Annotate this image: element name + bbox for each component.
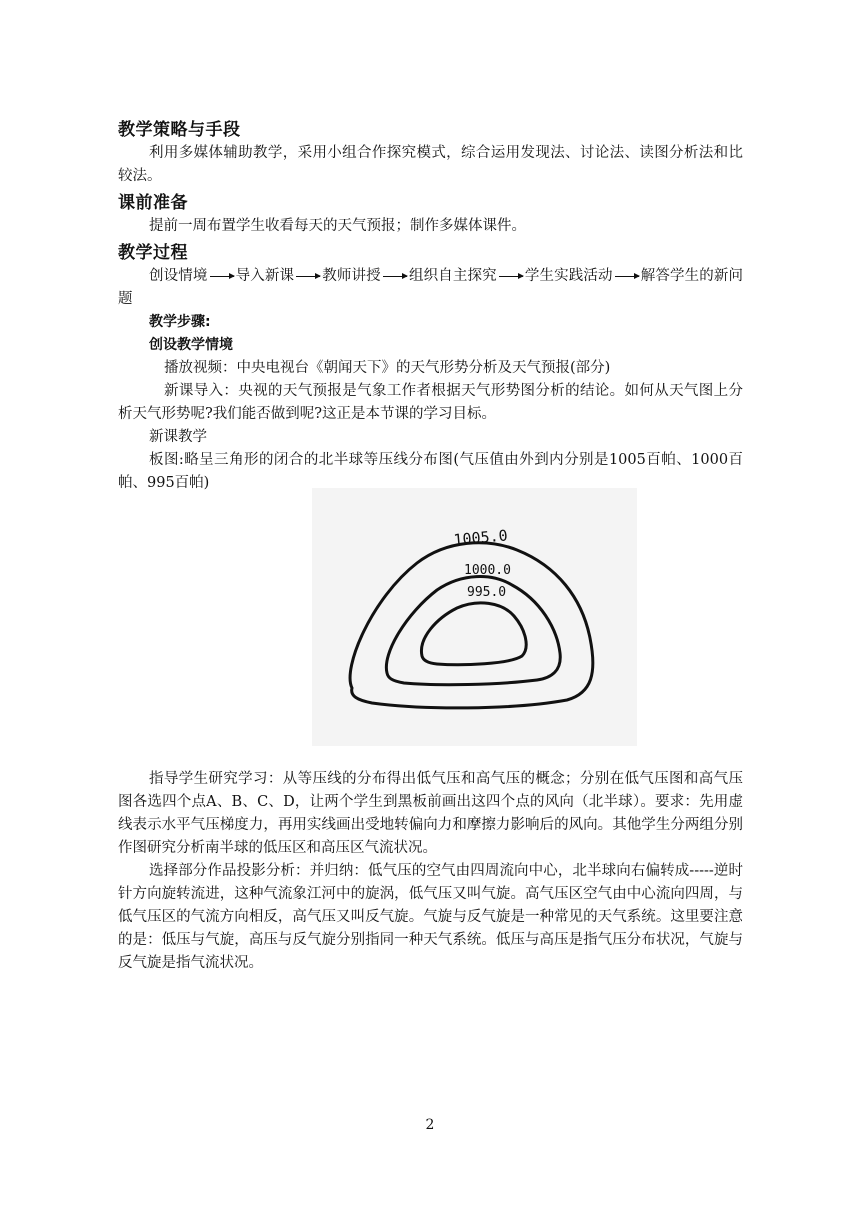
flow-tail: 学生的新问题 [118, 268, 744, 307]
paragraph-strategy: 利用多媒体辅助教学，采用小组合作探究模式，综合运用发现法、讨论法、读图分析法和比较法。 [118, 145, 743, 184]
arrow-icon [210, 276, 234, 277]
isobar-label-1005: 1005.0 [452, 526, 509, 549]
arrow-icon [383, 276, 407, 277]
flow-step: 创设情境 [149, 268, 208, 284]
scene-label: 创设教学情境 [149, 337, 233, 353]
arrow-icon [615, 276, 639, 277]
paragraph-guidance: 指导学生研究学习：从等压线的分布得出低气压和高气压的概念；分别在低气压图和高气压图各选四个点A、B、C、D，让两个学生到黑板前画出这四个点的风向（北半球）。要求：先用虚线表示水平气压梯度力，再用实线画出受地转偏向力和摩擦力影响后的风向。其他学生分两组分别作图研究分析南半球的低压区和高压区气流状况。 [118, 771, 743, 856]
steps-label: 教学步骤: [149, 314, 211, 330]
flow-step: 学生实践活动 [524, 268, 613, 284]
isobar-sketch [312, 488, 637, 746]
flow-step: 组织自主探究 [408, 268, 497, 284]
document-body-continued [118, 768, 743, 975]
isobar-figure [312, 488, 637, 746]
paragraph-video: 播放视频：中央电视台《朝闻天下》的天气形势分析及天气预报(部分) [164, 360, 611, 376]
flow-step: 导入新课 [235, 268, 295, 284]
page-number: 2 [425, 1117, 435, 1133]
paragraph-prep: 提前一周布置学生收看每天的天气预报；制作多媒体课件。 [149, 218, 526, 234]
process-flow [118, 265, 743, 311]
heading-strategy: 教学策略与手段 [118, 120, 241, 140]
arrow-icon [296, 276, 320, 277]
arrow-icon [499, 276, 523, 277]
paragraph-board: 板图:略呈三角形的闭合的北半球等压线分布图(气压值由外到内分别是1005百帕、1000百帕、995百帕) [118, 452, 743, 491]
heading-process: 教学过程 [118, 243, 188, 263]
isobar-label-1000: 1000.0 [464, 563, 511, 578]
heading-prep: 课前准备 [118, 193, 188, 213]
flow-step: 解答 [640, 268, 671, 284]
isobar-inner [421, 603, 526, 665]
isobar-label-995: 995.0 [467, 585, 507, 600]
paragraph-analysis: 选择部分作品投影分析：并归纳：低气压的空气由四周流向中心，北半球向右偏转成-----逆时针方向旋转流进，这种气流象江河中的旋涡，低气压又叫气旋。高气压区空气由中心流向四周，与低气压区的气流方向相反，高气压又叫反气旋。气旋与反气旋是一种常见的天气系统。这里要注意的是：低压与气旋，高压与反气旋分别指同一种天气系统。低压与高压是指气压分布状况，气旋与反气旋是指气流状况。 [118, 863, 743, 971]
document-body [118, 118, 743, 495]
new-lesson-label: 新课教学 [149, 429, 207, 445]
paragraph-intro: 新课导入：央视的天气预报是气象工作者根据天气形势图分析的结论。如何从天气图上分析天气形势呢?我们能否做到呢?这正是本节课的学习目标。 [118, 383, 743, 422]
flow-step: 教师讲授 [322, 268, 381, 284]
